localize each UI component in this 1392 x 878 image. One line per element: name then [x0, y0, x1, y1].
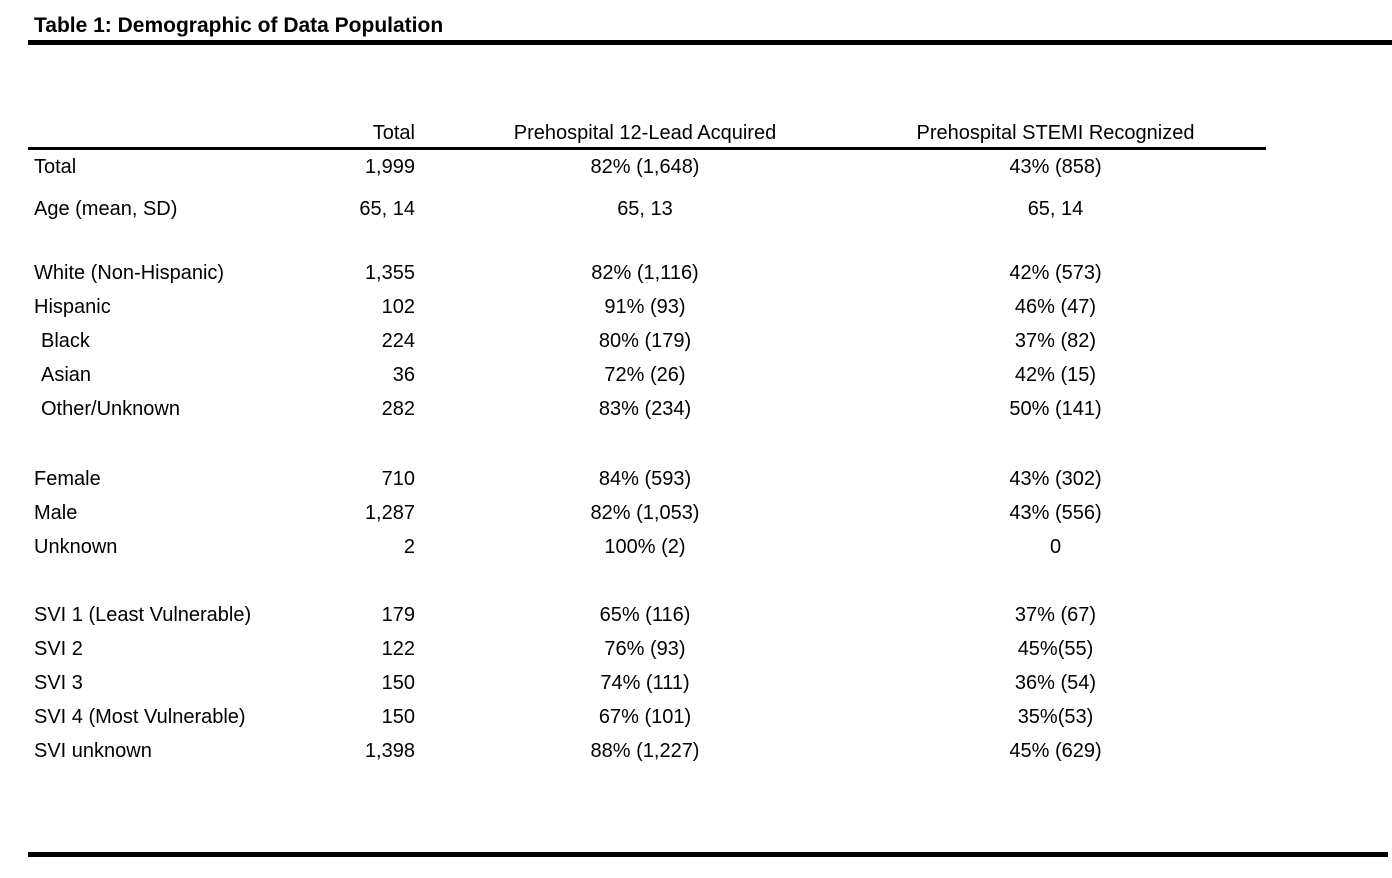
stemi-cell: 35%(53) [1017, 706, 1094, 728]
header-total: Total [372, 122, 415, 144]
total-cell: 2 [403, 536, 415, 558]
total-cell: 102 [381, 296, 415, 318]
section-gap [28, 564, 1266, 598]
table-row-male [28, 496, 1266, 530]
table-row-white [28, 256, 1266, 290]
twelve-lead-cell: 67% (101) [598, 706, 692, 728]
stemi-cell: 43% (556) [1009, 502, 1102, 524]
section-gap [28, 226, 1266, 256]
twelve-lead-cell: 88% (1,227) [590, 740, 700, 762]
row-label-cell: White (Non-Hispanic) [34, 262, 225, 284]
stemi-cell: 42% (15) [1014, 364, 1097, 386]
twelve-lead-cell: 100% (2) [604, 536, 686, 558]
twelve-lead-cell: 82% (1,648) [590, 156, 700, 178]
table-bottom-rule [28, 852, 1388, 857]
table-row-asian [28, 358, 1266, 392]
stemi-cell: 42% (573) [1009, 262, 1102, 284]
row-label-cell: Female [34, 468, 101, 490]
table-row-unknown-sex [28, 530, 1266, 564]
row-gap [28, 184, 1266, 192]
twelve-lead-cell: 91% (93) [604, 296, 686, 318]
stemi-cell: 43% (858) [1009, 156, 1102, 178]
table-row-svi-4 [28, 700, 1266, 734]
row-label-cell: Male [34, 502, 78, 524]
row-label-cell: Black [41, 330, 90, 352]
twelve-lead-cell: 82% (1,053) [590, 502, 700, 524]
twelve-lead-cell: 82% (1,116) [591, 262, 699, 284]
table-title: Table 1: Demographic of Data Population [34, 14, 444, 37]
total-cell: 1,355 [364, 262, 415, 284]
table-header-row [28, 116, 1266, 150]
table-row-other-unknown [28, 392, 1266, 426]
twelve-lead-cell: 84% (593) [598, 468, 692, 490]
stemi-cell: 37% (82) [1014, 330, 1097, 352]
stemi-cell: 50% (141) [1009, 398, 1102, 420]
total-cell: 150 [381, 672, 415, 694]
twelve-lead-cell: 80% (179) [598, 330, 692, 352]
table-row-black [28, 324, 1266, 358]
row-label-cell: SVI 2 [34, 638, 83, 660]
row-label-cell: Total [34, 156, 77, 178]
table-row-hispanic [28, 290, 1266, 324]
row-label-cell: SVI unknown [34, 740, 152, 762]
total-cell: 150 [381, 706, 415, 728]
header-stemi-recognized: Prehospital STEMI Recognized [916, 122, 1195, 144]
total-cell: 36 [392, 364, 415, 386]
total-cell: 224 [381, 330, 415, 352]
total-cell: 1,287 [364, 502, 415, 524]
table-row-age [28, 192, 1266, 226]
header-12lead-acquired: Prehospital 12-Lead Acquired [513, 122, 777, 144]
row-label-cell: Age (mean, SD) [34, 198, 178, 220]
section-gap [28, 426, 1266, 462]
twelve-lead-cell: 72% (26) [604, 364, 686, 386]
table-row-svi-1 [28, 598, 1266, 632]
stemi-cell: 43% (302) [1009, 468, 1102, 490]
table-row-svi-unknown [28, 734, 1266, 768]
row-label-cell: Asian [41, 364, 92, 386]
stemi-cell: 45%(55) [1017, 638, 1094, 660]
total-cell: 65, 14 [359, 198, 415, 220]
stemi-cell: 36% (54) [1014, 672, 1097, 694]
total-cell: 179 [381, 604, 415, 626]
twelve-lead-cell: 65, 13 [617, 198, 673, 220]
header-spacer-cell [28, 116, 315, 150]
title-double-rule [28, 40, 1392, 45]
row-label-cell: Unknown [34, 536, 118, 558]
row-label-cell: Other/Unknown [41, 398, 180, 420]
stemi-cell: 65, 14 [1027, 198, 1084, 220]
row-label-cell: SVI 3 [34, 672, 83, 694]
total-cell: 1,999 [364, 156, 415, 178]
table-row-svi-2 [28, 632, 1266, 666]
row-label-cell: SVI 4 (Most Vulnerable) [34, 706, 246, 728]
stemi-cell: 45% (629) [1009, 740, 1102, 762]
stemi-cell: 37% (67) [1014, 604, 1097, 626]
row-label-cell: Hispanic [34, 296, 111, 318]
twelve-lead-cell: 65% (116) [599, 604, 691, 626]
table-row-svi-3 [28, 666, 1266, 700]
stemi-cell: 0 [1049, 536, 1062, 558]
table-row-total [28, 150, 1266, 184]
demographics-table [28, 116, 1266, 768]
table-row-female [28, 462, 1266, 496]
twelve-lead-cell: 74% (111) [600, 672, 690, 694]
total-cell: 710 [381, 468, 415, 490]
twelve-lead-cell: 83% (234) [598, 398, 692, 420]
row-label-cell: SVI 1 (Least Vulnerable) [34, 604, 252, 626]
stemi-cell: 46% (47) [1014, 296, 1097, 318]
total-cell: 122 [381, 638, 415, 660]
twelve-lead-cell: 76% (93) [604, 638, 686, 660]
total-cell: 282 [381, 398, 415, 420]
total-cell: 1,398 [364, 740, 415, 762]
